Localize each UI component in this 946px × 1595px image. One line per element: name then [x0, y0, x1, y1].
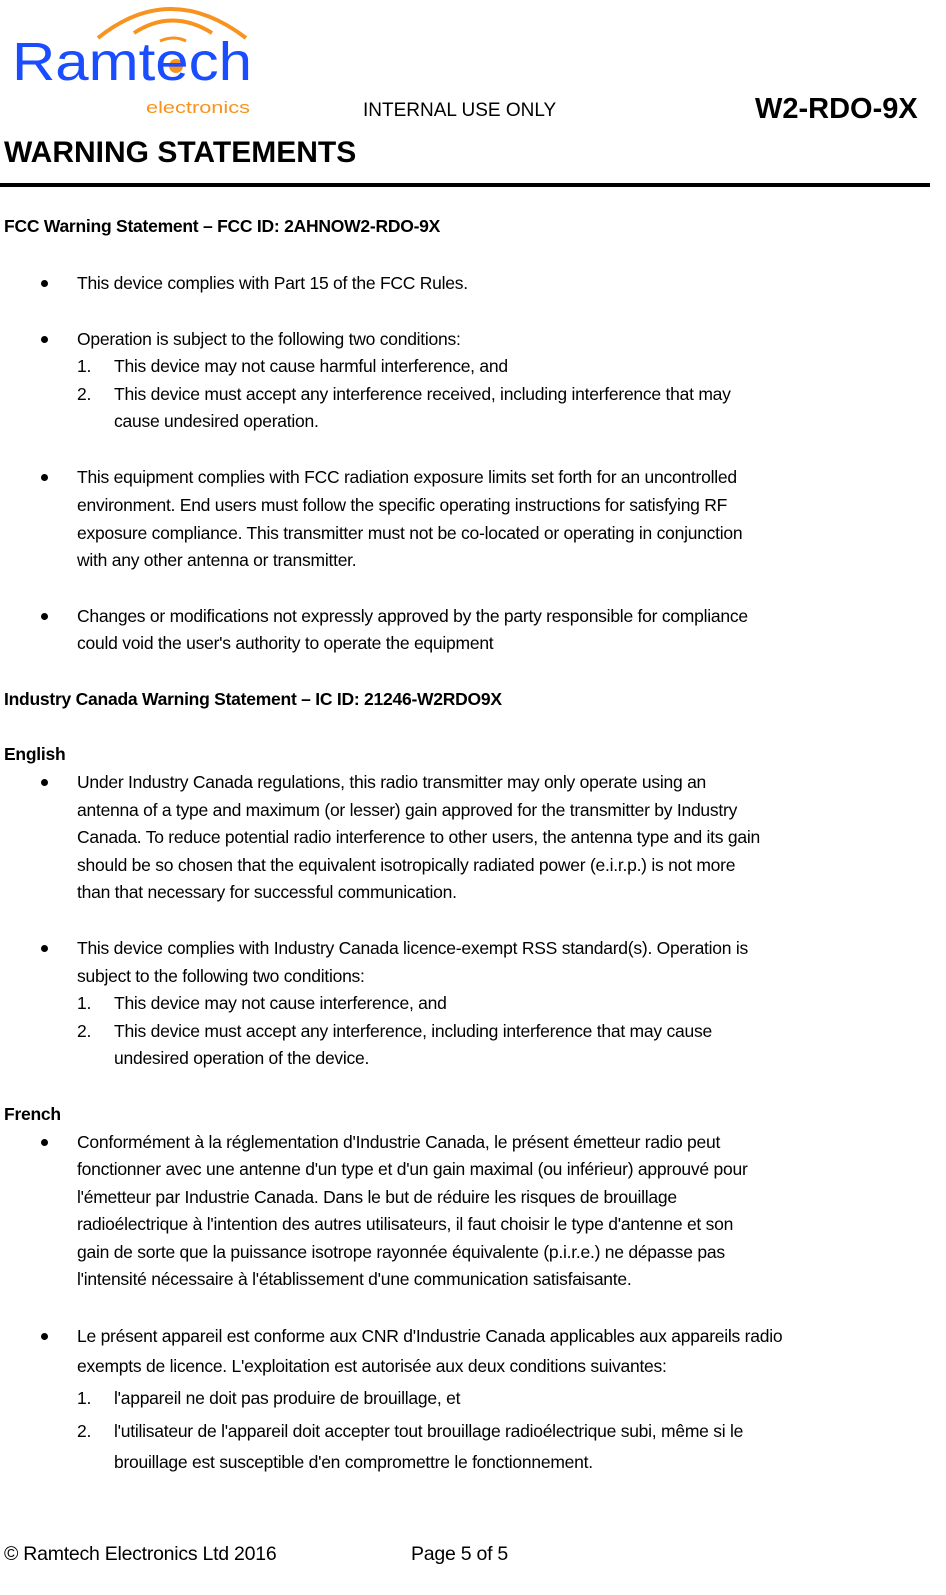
list-number: 2.: [77, 1021, 92, 1041]
list-number: 1.: [77, 1388, 92, 1408]
ramtech-logo: [10, 0, 260, 118]
list-item-text-line: brouillage est susceptible d'en compromettre le fonctionnement.: [114, 1452, 593, 1472]
bullet-text-line: fonctionner avec une antenne d'un type et d'un gain maximal (ou inférieur) approuvé pour: [77, 1159, 748, 1179]
list-item-text-line: This device may not cause interference, and: [114, 993, 447, 1013]
internal-use-label: INTERNAL USE ONLY: [363, 100, 557, 121]
bullet-text-line: This device complies with Industry Canada licence-exempt RSS standard(s). Operation is: [77, 938, 749, 958]
bullet-text-line: with any other antenna or transmitter.: [77, 550, 357, 570]
page-title: WARNING STATEMENTS: [4, 136, 357, 169]
list-number: 2.: [77, 384, 92, 404]
french-subheading: French: [4, 1104, 61, 1124]
svg-text:Ramtech: Ramtech: [12, 32, 252, 92]
bullet-icon: [41, 613, 48, 620]
header-divider: [0, 183, 930, 187]
bullet-text-line: Under Industry Canada regulations, this radio transmitter may only operate using an: [77, 772, 707, 792]
list-item-text-line: This device may not cause harmful interference, and: [114, 356, 508, 376]
list-item-text-line: This device must accept any interference, including interference that may cause: [114, 1021, 712, 1041]
bullet-text-line: exempts de licence. L'exploitation est autorisée aux deux conditions suivantes:: [77, 1356, 667, 1376]
bullet-text-line: antenna of a type and maximum (or lesser) gain approved for the transmitter by Industry: [77, 800, 738, 820]
bullet-text-line: Operation is subject to the following two conditions:: [77, 329, 461, 349]
svg-text:electronics: electronics: [146, 98, 250, 117]
bullet-icon: [41, 474, 48, 481]
bullet-text-line: l'intensité nécessaire à l'établissement d'une communication satisfaisante.: [77, 1269, 632, 1289]
bullet-icon: [41, 336, 48, 343]
footer-page-number: Page 5 of 5: [411, 1543, 508, 1565]
list-item-text-line: cause undesired operation.: [114, 411, 319, 431]
bullet-icon: [41, 1139, 48, 1146]
footer-copyright: © Ramtech Electronics Ltd 2016: [4, 1543, 277, 1565]
bullet-text-line: This device complies with Part 15 of the FCC Rules.: [77, 273, 468, 293]
bullet-icon: [41, 779, 48, 786]
list-item-text-line: This device must accept any interference received, including interference that may: [114, 384, 731, 404]
list-number: 1.: [77, 356, 92, 376]
bullet-text-line: Le présent appareil est conforme aux CNR d'Industrie Canada applicables aux appareils radio: [77, 1326, 783, 1346]
bullet-text-line: could void the user's authority to operate the equipment: [77, 633, 494, 653]
bullet-text-line: Conformément à la réglementation d'Industrie Canada, le présent émetteur radio peut: [77, 1132, 721, 1152]
bullet-text-line: exposure compliance. This transmitter must not be co-located or operating in conjunction: [77, 523, 743, 543]
document-id: W2-RDO-9X: [755, 93, 918, 125]
ic-section-heading: Industry Canada Warning Statement – IC ID: 21246-W2RDO9X: [4, 689, 502, 709]
bullet-icon: [41, 1333, 48, 1340]
bullet-text-line: should be so chosen that the equivalent isotropically radiated power (e.i.r.p.) is not more: [77, 855, 736, 875]
bullet-icon: [41, 280, 48, 287]
bullet-text-line: gain de sorte que la puissance isotrope rayonnée équivalente (p.i.r.e.) ne dépasse pas: [77, 1242, 725, 1262]
bullet-text-line: l'émetteur par Industrie Canada. Dans le but de réduire les risques de brouillage: [77, 1187, 677, 1207]
bullet-text-line: Canada. To reduce potential radio interference to other users, the antenna type and its gain: [77, 827, 760, 847]
list-item-text-line: l'appareil ne doit pas produire de brouillage, et: [114, 1388, 461, 1408]
list-item-text-line: l'utilisateur de l'appareil doit accepter tout brouillage radioélectrique subi, même si le: [114, 1421, 744, 1441]
bullet-text-line: subject to the following two conditions:: [77, 966, 365, 986]
bullet-icon: [41, 945, 48, 952]
bullet-text-line: environment. End users must follow the specific operating instructions for satisfying RF: [77, 495, 728, 515]
bullet-text-line: than that necessary for successful communication.: [77, 882, 457, 902]
list-item-text-line: undesired operation of the device.: [114, 1048, 370, 1068]
bullet-text-line: Changes or modifications not expressly approved by the party responsible for compliance: [77, 606, 748, 626]
bullet-text-line: This equipment complies with FCC radiation exposure limits set forth for an uncontrolled: [77, 467, 737, 487]
english-subheading: English: [4, 744, 66, 764]
list-number: 2.: [77, 1421, 92, 1441]
fcc-section-heading: FCC Warning Statement – FCC ID: 2AHNOW2-RDO-9X: [4, 216, 441, 236]
bullet-text-line: radioélectrique à l'intention des autres utilisateurs, il faut choisir le type d'antenne et son: [77, 1214, 734, 1234]
list-number: 1.: [77, 993, 92, 1013]
